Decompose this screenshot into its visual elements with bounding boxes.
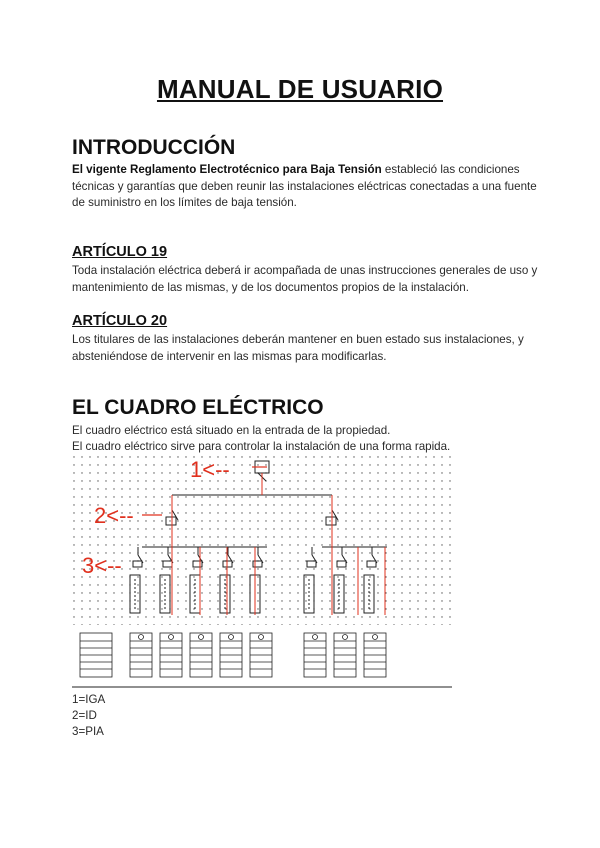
cuadro-heading: EL CUADRO ELÉCTRICO [72,396,324,419]
annotation-3 [82,553,122,578]
legend-pia: 3=PIA [72,725,104,738]
article-20-heading: ARTÍCULO 20 [72,313,168,329]
svg-text:1<--: 1<-- [190,457,230,482]
legend-id: 2=ID [72,709,97,722]
article-19-text: Toda instalación eléctrica deberá ir acompañada de unas instrucciones generales de uso y mantenimiento de las mismas, y de los documentos propios de la instalación. [72,264,538,294]
circuit-cell-5 [220,633,242,677]
svg-text:2<--: 2<-- [94,503,134,528]
circuit-cell-7 [304,633,326,677]
circuit-cell-3 [160,633,182,677]
circuit-cell-1 [80,633,112,677]
circuit-cell-6 [250,633,272,677]
intro-bold-text: El vigente Reglamento Electrotécnico para Baja Tensión [72,163,382,176]
article-19-heading: ARTÍCULO 19 [72,244,168,260]
intro-heading: INTRODUCCIÓN [72,136,236,159]
svg-text:3<--: 3<-- [82,553,122,578]
electrical-panel-diagram [72,455,462,690]
cuadro-line-2: El cuadro eléctrico sirve para controlar la instalación de una forma rapida. [72,440,451,453]
circuit-cell-2 [130,633,152,677]
article-20-text: Los titulares de las instalaciones deberán mantener en buen estado sus instalaciones, y absteniéndose de intervenir en las mismas para modificarlas. [72,333,524,363]
circuit-cell-9 [364,633,386,677]
page-title: MANUAL DE USUARIO [156,74,444,104]
legend-iga: 1=IGA [72,693,106,706]
circuit-table [80,633,386,677]
circuit-cell-4 [190,633,212,677]
cuadro-line-1: El cuadro eléctrico está situado en la entrada de la propiedad. [72,424,391,437]
intro-paragraph [72,162,542,212]
intro-text: estableció las condiciones técnicas y garantías que deben reunir las instalaciones eléctricas conectadas a una fuente de suministro en los límites de baja tensión. [72,163,537,209]
circuit-cell-8 [334,633,356,677]
